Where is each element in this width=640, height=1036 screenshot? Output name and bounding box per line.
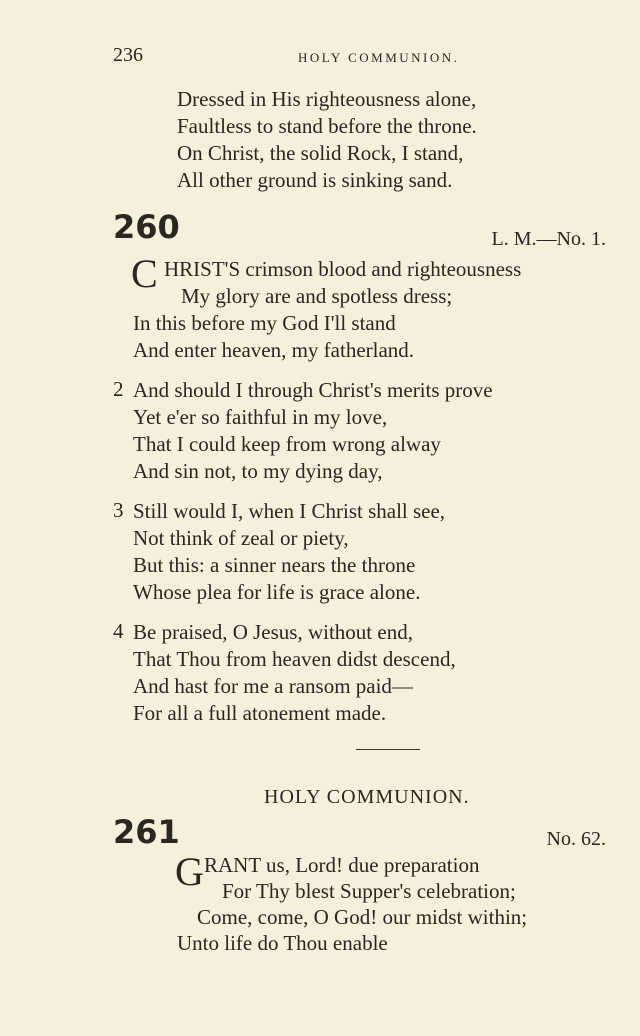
verse-line: RANT us, Lord! due preparation (204, 853, 480, 877)
hymn-number: 260 (113, 208, 180, 246)
verse-line: HRIST'S crimson blood and righteousness (164, 257, 522, 281)
verse-line: But this: a sinner nears the throne (133, 553, 416, 577)
verse-line: For all a full atonement made. (133, 701, 387, 725)
verse-number: 3 (113, 498, 124, 522)
verse-line: Dressed in His righteousness alone, (177, 87, 477, 111)
page-number: 236 (113, 44, 143, 66)
verse-line: And hast for me a ransom paid— (133, 674, 413, 698)
verse-line: Faultless to stand before the throne. (177, 114, 477, 138)
section-divider (356, 749, 420, 750)
verse-line: On Christ, the solid Rock, I stand, (177, 141, 464, 165)
verse-line: Yet e'er so faithful in my love, (133, 405, 388, 429)
verse-line: Come, come, O God! our midst within; (197, 905, 528, 929)
drop-cap: C (131, 251, 158, 296)
running-header: HOLY COMMUNION. (298, 50, 460, 65)
verse-line: For Thy blest Supper's celebration; (222, 879, 516, 903)
hymn-meter: L. M.—No. 1. (491, 228, 606, 250)
section-title: HOLY COMMUNION. (264, 786, 470, 808)
verse-line: My glory are and spotless dress; (181, 284, 453, 308)
verse-line: Not think of zeal or piety, (133, 526, 349, 550)
verse-line: That I could keep from wrong alway (133, 432, 441, 456)
verse-line: In this before my God I'll stand (133, 311, 396, 335)
verse-line: And sin not, to my dying day, (133, 459, 383, 483)
verse-line: That Thou from heaven didst descend, (133, 647, 456, 671)
verse-number: 2 (113, 377, 124, 401)
verse-line: Still would I, when I Christ shall see, (133, 499, 446, 523)
hymn-number: 261 (113, 813, 180, 851)
verse-number: 4 (113, 619, 124, 643)
verse-line: And should I through Christ's merits prove (133, 378, 493, 402)
verse-line: Be praised, O Jesus, without end, (133, 620, 413, 644)
verse-line: Unto life do Thou enable (177, 931, 388, 955)
verse-line: All other ground is sinking sand. (177, 168, 453, 192)
verse-line: And enter heaven, my fatherland. (133, 338, 415, 362)
hymn-meter: No. 62. (546, 828, 606, 850)
verse-line: Whose plea for life is grace alone. (133, 580, 421, 604)
drop-cap: G (175, 849, 204, 894)
